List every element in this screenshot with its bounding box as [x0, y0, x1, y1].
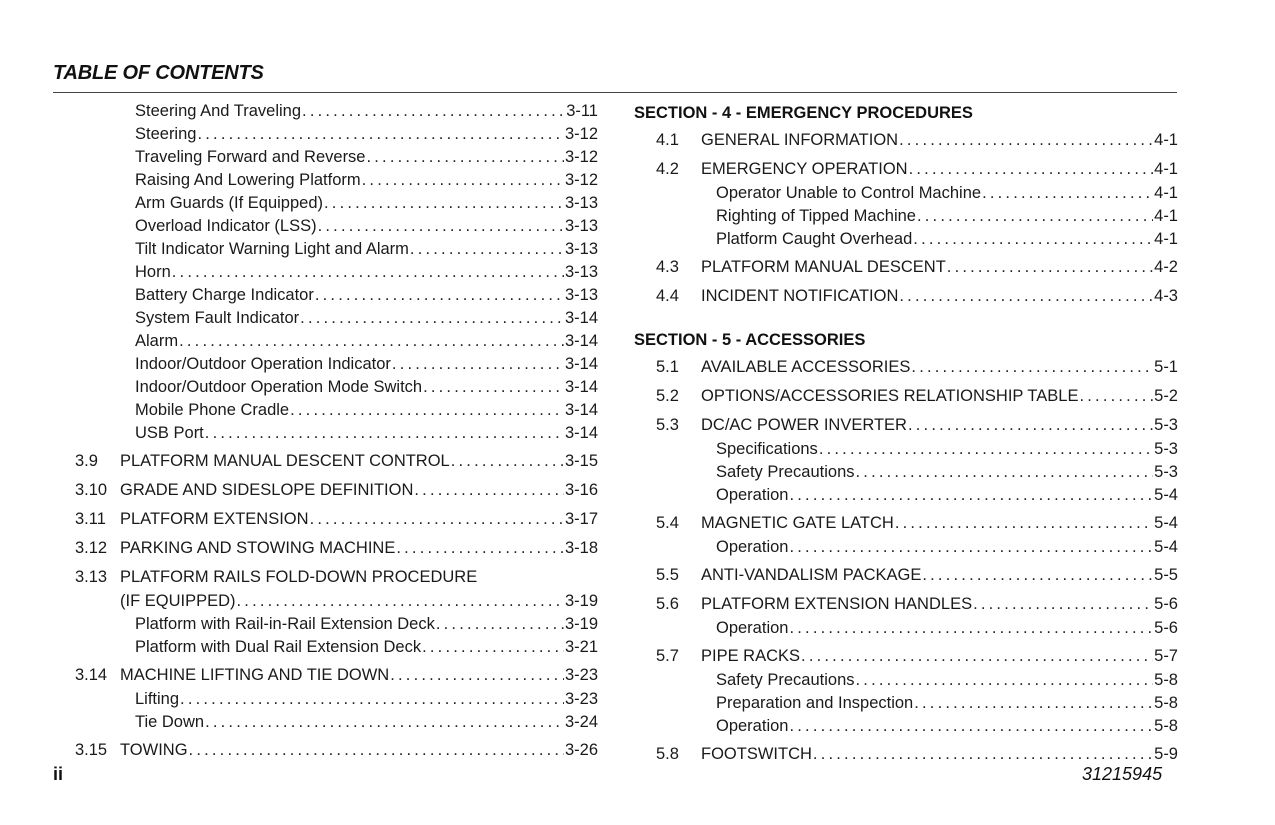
toc-entry-title: MACHINE LIFTING AND TIE DOWN — [120, 666, 390, 684]
toc-entry-number: 3.9 — [75, 452, 98, 470]
dot-leader — [205, 422, 564, 445]
toc-entry[interactable] — [72, 399, 598, 422]
toc-entry-title: PLATFORM MANUAL DESCENT — [701, 258, 946, 276]
toc-entry-page: 3-13 — [564, 194, 598, 212]
toc-entry[interactable] — [72, 738, 598, 763]
toc-entry-title: Operator Unable to Control Machine — [716, 184, 982, 202]
dot-leader — [396, 536, 564, 561]
section-4-entries — [634, 128, 1178, 309]
toc-entry-title: Traveling Forward and Reverse — [135, 148, 366, 166]
toc-entry[interactable] — [72, 711, 598, 734]
toc-entry-page: 5-4 — [1154, 538, 1178, 556]
toc-entry[interactable] — [72, 215, 598, 238]
toc-entry-page: 5-4 — [1154, 486, 1178, 504]
dot-leader — [197, 123, 564, 146]
toc-entry-page: 5-8 — [1154, 694, 1178, 712]
toc-entry[interactable] — [72, 565, 598, 590]
dot-leader — [789, 715, 1153, 737]
toc-entry-page: 3-17 — [564, 510, 598, 528]
dot-leader — [366, 146, 563, 169]
toc-entry[interactable] — [634, 484, 1178, 507]
dot-leader — [290, 399, 564, 422]
dot-leader — [789, 617, 1153, 639]
toc-entry[interactable] — [72, 449, 598, 474]
toc-entry-title: Operation — [716, 538, 789, 556]
toc-entry-page: 3-16 — [564, 481, 598, 499]
dot-leader — [895, 511, 1153, 536]
toc-entry[interactable] — [72, 284, 598, 307]
toc-entry-page: 3-13 — [564, 217, 598, 235]
dot-leader — [362, 169, 564, 192]
toc-entry-page: 3-14 — [564, 378, 598, 396]
toc-entry-page: 3-11 — [566, 102, 598, 120]
toc-entry[interactable] — [72, 123, 598, 146]
toc-entry-page: 4-1 — [1154, 131, 1178, 149]
toc-entry-page: 3-23 — [564, 666, 598, 684]
toc-entry-number: 5.5 — [656, 566, 679, 584]
dot-leader — [310, 507, 564, 532]
toc-entry-title: PLATFORM EXTENSION HANDLES — [701, 595, 973, 613]
toc-entry-page: 5-5 — [1154, 566, 1178, 584]
dot-leader — [801, 644, 1153, 669]
dot-leader — [899, 284, 1153, 309]
toc-entry[interactable] — [72, 330, 598, 353]
toc-entry-title: Safety Precautions — [716, 671, 855, 689]
toc-entry-title: GRADE AND SIDESLOPE DEFINITION — [120, 481, 414, 499]
toc-entry-number: 4.2 — [656, 160, 679, 178]
toc-entry-number: 3.13 — [75, 568, 108, 586]
dot-leader — [205, 711, 564, 734]
toc-entry-page: 4-3 — [1154, 287, 1178, 305]
toc-entry-title: Mobile Phone Cradle — [135, 401, 290, 419]
toc-entry-title: System Fault Indicator — [135, 309, 300, 327]
toc-entry-number: 3.15 — [75, 741, 108, 759]
toc-entry-page: 3-26 — [564, 741, 598, 759]
dot-leader — [856, 669, 1154, 691]
dot-leader — [973, 592, 1153, 617]
toc-entry[interactable] — [72, 169, 598, 192]
toc-entry-page: 5-9 — [1154, 745, 1178, 763]
toc-entry-title: (IF EQUIPPED) — [120, 592, 236, 610]
toc-entry[interactable] — [72, 688, 598, 711]
toc-entry-page: 4-1 — [1154, 184, 1178, 202]
toc-entry[interactable] — [634, 438, 1178, 461]
document-number: 31215945 — [1082, 764, 1163, 784]
toc-entry-title: Operation — [716, 717, 789, 735]
toc-entry[interactable] — [634, 284, 1178, 309]
page-number: ii — [53, 764, 64, 784]
toc-entry-page: 3-19 — [564, 592, 598, 610]
toc-entry[interactable] — [72, 238, 598, 261]
dot-leader — [318, 215, 564, 238]
toc-entry-page: 3-13 — [564, 240, 598, 258]
toc-entry-title: Righting of Tipped Machine — [716, 207, 916, 225]
toc-entry[interactable] — [634, 715, 1178, 738]
toc-entry-number: 5.1 — [656, 358, 679, 376]
toc-entry-page: 3-12 — [564, 148, 598, 166]
dot-leader — [390, 663, 564, 688]
toc-entry-page: 3-14 — [564, 355, 598, 373]
toc-entry[interactable] — [634, 461, 1178, 484]
dot-leader — [819, 438, 1153, 460]
toc-entry-number: 5.4 — [656, 514, 679, 532]
dot-leader — [423, 376, 564, 399]
toc-entry-page: 3-18 — [564, 539, 598, 557]
dot-leader — [302, 100, 565, 123]
toc-entry[interactable] — [634, 511, 1178, 536]
dot-leader — [436, 613, 564, 636]
toc-entry-number: 3.11 — [75, 510, 106, 528]
toc-entry-number: 4.1 — [656, 131, 679, 149]
toc-entry[interactable] — [72, 146, 598, 169]
dot-leader — [392, 353, 564, 376]
toc-entry-page: 3-14 — [564, 332, 598, 350]
toc-entry-number: 4.4 — [656, 287, 679, 305]
toc-entry[interactable] — [634, 255, 1178, 280]
toc-entry[interactable] — [72, 422, 598, 445]
toc-entry-title: Steering — [135, 125, 197, 143]
dot-leader — [172, 261, 564, 284]
toc-entry-number: 3.14 — [75, 666, 108, 684]
dot-leader — [180, 688, 564, 711]
dot-leader — [179, 330, 564, 353]
toc-entry-title: Preparation and Inspection — [716, 694, 914, 712]
toc-entry[interactable] — [634, 692, 1178, 715]
toc-right-column — [634, 100, 1178, 767]
toc-entry-title: Specifications — [716, 440, 818, 458]
toc-entry-title: AVAILABLE ACCESSORIES — [701, 358, 911, 376]
toc-entry[interactable] — [72, 307, 598, 330]
toc-entry-title: GENERAL INFORMATION — [701, 131, 899, 149]
toc-entry-page: 3-14 — [564, 424, 598, 442]
toc-entry-title: PLATFORM RAILS FOLD-DOWN PROCEDURE — [120, 568, 478, 586]
toc-entry-page: 5-3 — [1154, 416, 1178, 434]
toc-entry-page: 5-3 — [1154, 440, 1178, 458]
toc-entry-title: INCIDENT NOTIFICATION — [701, 287, 899, 305]
toc-entry-page: 4-1 — [1154, 160, 1178, 178]
toc-entry[interactable] — [72, 507, 598, 532]
toc-entry[interactable] — [72, 613, 598, 636]
toc-entry-title: DC/AC POWER INVERTER — [701, 416, 907, 434]
dot-leader — [922, 563, 1153, 588]
toc-entry-title: Operation — [716, 619, 789, 637]
toc-entry-title: Horn — [135, 263, 171, 281]
toc-entry-title: Lifting — [135, 690, 180, 708]
dot-leader — [300, 307, 564, 330]
toc-entry[interactable] — [72, 536, 598, 561]
toc-entry[interactable] — [72, 192, 598, 215]
dot-leader — [909, 157, 1154, 182]
dot-leader — [422, 636, 564, 659]
dot-leader — [917, 205, 1153, 227]
toc-entry-page: 5-6 — [1154, 595, 1178, 613]
toc-entry-page: 3-13 — [564, 286, 598, 304]
toc-entry-page: 3-19 — [564, 615, 598, 633]
toc-entry-title: Tie Down — [135, 713, 205, 731]
toc-entry-title: Arm Guards (If Equipped) — [135, 194, 323, 212]
dot-leader — [315, 284, 564, 307]
toc-entry-number: 4.3 — [656, 258, 679, 276]
toc-entry[interactable] — [634, 413, 1178, 438]
dot-leader — [982, 182, 1153, 204]
toc-entry-number: 5.2 — [656, 387, 679, 405]
toc-entry[interactable] — [634, 355, 1178, 380]
dot-leader — [947, 255, 1153, 280]
toc-entry[interactable] — [634, 384, 1178, 409]
toc-entry-page: 3-23 — [564, 690, 598, 708]
dot-leader — [913, 228, 1153, 250]
toc-entry-title: Steering And Traveling — [135, 102, 302, 120]
toc-entry[interactable] — [72, 636, 598, 659]
toc-entry-title: Platform with Rail-in-Rail Extension Deck — [135, 615, 435, 633]
toc-entry-page: 4-2 — [1154, 258, 1178, 276]
toc-entry-number: 3.10 — [75, 481, 108, 499]
toc-entry-page: 4-1 — [1154, 207, 1178, 225]
toc-entry-page: 3-12 — [564, 171, 598, 189]
toc-entry[interactable] — [72, 353, 598, 376]
toc-entry-title: Tilt Indicator Warning Light and Alarm — [135, 240, 409, 258]
toc-entry[interactable] — [634, 617, 1178, 640]
toc-entry-title: MAGNETIC GATE LATCH — [701, 514, 894, 532]
toc-entry-title: EMERGENCY OPERATION — [701, 160, 908, 178]
toc-entry-page: 3-24 — [564, 713, 598, 731]
toc-entry[interactable] — [72, 590, 598, 613]
dot-leader — [856, 461, 1154, 483]
toc-entry-title: Indoor/Outdoor Operation Mode Switch — [135, 378, 423, 396]
dot-leader — [914, 692, 1153, 714]
toc-entry-page: 3-14 — [564, 401, 598, 419]
toc-entry-page: 5-7 — [1154, 647, 1178, 665]
toc-entry[interactable] — [634, 128, 1178, 153]
toc-entry-title: PLATFORM MANUAL DESCENT CONTROL — [120, 452, 450, 470]
dot-leader — [789, 536, 1153, 558]
section-5-entries — [634, 355, 1178, 767]
toc-entry[interactable] — [634, 182, 1178, 205]
toc-left-column — [72, 100, 598, 763]
toc-entry-page: 5-8 — [1154, 671, 1178, 689]
toc-entry-title: Alarm — [135, 332, 179, 350]
toc-entry-title: Battery Charge Indicator — [135, 286, 314, 304]
dot-leader — [189, 738, 564, 763]
section-5-heading: SECTION - 5 - ACCESSORIES — [634, 331, 866, 349]
toc-entry-number: 5.7 — [656, 647, 679, 665]
toc-entry-title: OPTIONS/ACCESSORIES RELATIONSHIP TABLE — [701, 387, 1079, 405]
toc-entry-page: 5-6 — [1154, 619, 1178, 637]
toc-entry-page: 5-4 — [1154, 514, 1178, 532]
toc-entry-page: 3-21 — [564, 638, 598, 656]
dot-leader — [908, 413, 1153, 438]
toc-entry-page: 5-2 — [1154, 387, 1178, 405]
toc-entry-title: Platform with Dual Rail Extension Deck — [135, 638, 422, 656]
toc-entry-page: 3-12 — [564, 125, 598, 143]
toc-entry-title: Platform Caught Overhead — [716, 230, 913, 248]
toc-entry[interactable] — [72, 100, 598, 123]
toc-entry[interactable] — [72, 261, 598, 284]
toc-entry-page: 5-8 — [1154, 717, 1178, 735]
dot-leader — [237, 590, 564, 613]
dot-leader — [414, 478, 564, 503]
toc-entry-page: 4-1 — [1154, 230, 1178, 248]
toc-entry-title: Safety Precautions — [716, 463, 855, 481]
dot-leader — [899, 128, 1153, 153]
toc-entry-title: Operation — [716, 486, 789, 504]
dot-leader — [410, 238, 564, 261]
dot-leader — [324, 192, 564, 215]
toc-entry[interactable] — [634, 157, 1178, 182]
toc-entry-page: 5-3 — [1154, 463, 1178, 481]
toc-entry[interactable] — [72, 478, 598, 503]
toc-entry[interactable] — [634, 563, 1178, 588]
toc-entry-title: Overload Indicator (LSS) — [135, 217, 317, 235]
toc-entry[interactable] — [634, 205, 1178, 228]
toc-entry-page: 3-14 — [564, 309, 598, 327]
header-divider — [53, 92, 1177, 93]
toc-entry[interactable] — [634, 669, 1178, 692]
toc-entry[interactable] — [634, 644, 1178, 669]
dot-leader — [451, 449, 564, 474]
toc-entry-title: TOWING — [120, 741, 188, 759]
dot-leader — [911, 355, 1153, 380]
toc-entry-title: USB Port — [135, 424, 204, 442]
toc-entry-title: Indoor/Outdoor Operation Indicator — [135, 355, 391, 373]
toc-entry-title: ANTI-VANDALISM PACKAGE — [701, 566, 922, 584]
toc-entry-page: 3-13 — [564, 263, 598, 281]
toc-entry-page: 3-15 — [564, 452, 598, 470]
dot-leader — [1079, 384, 1153, 409]
toc-entry-title: PARKING AND STOWING MACHINE — [120, 539, 396, 557]
toc-entry-title: Raising And Lowering Platform — [135, 171, 361, 189]
toc-entry-number: 3.12 — [75, 539, 108, 557]
dot-leader — [789, 484, 1153, 506]
toc-entry[interactable] — [72, 376, 598, 399]
toc-entry[interactable] — [634, 592, 1178, 617]
toc-entry-title: FOOTSWITCH — [701, 745, 812, 763]
toc-entry-title: PLATFORM EXTENSION — [120, 510, 309, 528]
toc-entry[interactable] — [634, 228, 1178, 251]
section-4-heading: SECTION - 4 - EMERGENCY PROCEDURES — [634, 104, 973, 122]
toc-entry-number: 5.3 — [656, 416, 679, 434]
toc-entry-title: PIPE RACKS — [701, 647, 801, 665]
toc-entry[interactable] — [72, 663, 598, 688]
toc-entry-page: 5-1 — [1154, 358, 1178, 376]
page-title: TABLE OF CONTENTS — [53, 62, 264, 84]
toc-entry-number: 5.8 — [656, 745, 679, 763]
toc-entry-number: 5.6 — [656, 595, 679, 613]
toc-entry[interactable] — [634, 536, 1178, 559]
